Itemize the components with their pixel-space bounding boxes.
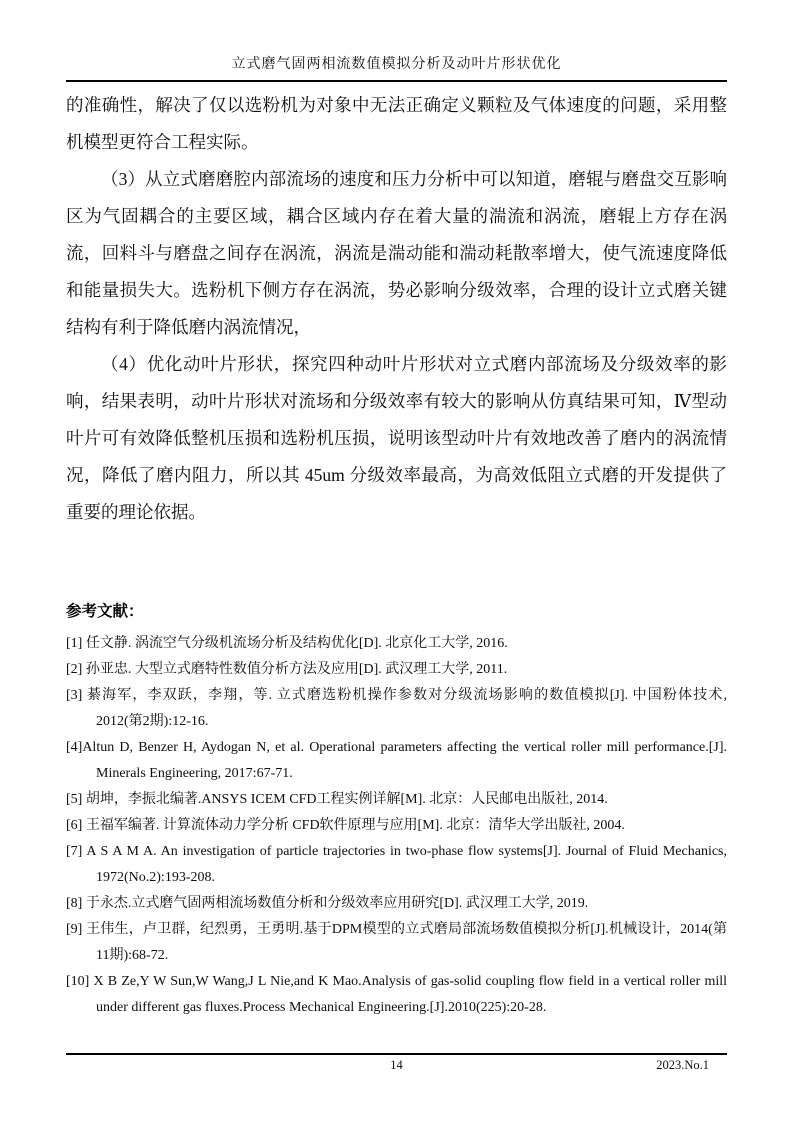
references-list	[66, 631, 727, 1021]
references-section	[66, 601, 727, 1021]
references-heading: 参考文献：	[66, 603, 144, 620]
reference-item-1: [1] 任文静. 涡流空气分级机流场分析及结构优化[D]. 北京化工大学, 2016.	[66, 636, 508, 651]
reference-item-7: [7] A S A M A. An investigation of particle trajectories in two-phase flow systems[J]. Journal of Fluid Mechanics, 1972(No.2):193-208.	[66, 844, 727, 885]
document-body	[66, 87, 727, 531]
reference-item-5: [5] 胡坤，李振北编著.ANSYS ICEM CFD工程实例详解[M]. 北京：人民邮电出版社, 2014.	[66, 792, 608, 807]
reference-item-4: [4]Altun D, Benzer H, Aydogan N, et al. Operational parameters affecting the vertical roller mill performance.[J]. Minerals Engineering, 2017:67-71.	[66, 740, 727, 781]
footer-rule	[66, 1053, 727, 1055]
reference-item-10: [10] X B Ze,Y W Sun,W Wang,J L Nie,and K Mao.Analysis of gas-solid coupling flow field in a vertical roller mill under different gas fluxes.Process Mechanical Engineering.[J].2010(225):20-28.	[66, 974, 727, 1015]
paragraph-conclusion-point-3: （3）从立式磨磨腔内部流场的速度和压力分析中可以知道，磨辊与磨盘交互影响区为气固耦合的主要区域，耦合区域内存在着大量的湍流和涡流，磨辊上方存在涡流，回料斗与磨盘之间存在涡流，涡流是湍动能和湍动耗散率增大，使气流速度降低和能量损失大。选粉机下侧方存在涡流，势必影响分级效率，合理的设计立式磨关键结构有利于降低磨内涡流情况，	[66, 169, 727, 337]
header-rule	[66, 80, 727, 82]
issue-label: 2023.No.1	[656, 1058, 709, 1072]
reference-item-3: [3] 綦海军，李双跃，李翔，等. 立式磨选粉机操作参数对分级流场影响的数值模拟[J]. 中国粉体技术, 2012(第2期):12-16.	[66, 688, 727, 729]
footer-row	[66, 1058, 727, 1078]
reference-item-9: [9] 王伟生，卢卫群，纪烈勇，王勇明.基于DPM模型的立式磨局部流场数值模拟分析[J].机械设计，2014(第11期):68-72.	[66, 922, 727, 963]
page-header	[66, 55, 727, 82]
reference-item-8: [8] 于永杰.立式磨气固两相流场数值分析和分级效率应用研究[D]. 武汉理工大学, 2019.	[66, 896, 589, 911]
page-content	[66, 55, 727, 1021]
page-footer	[66, 1053, 727, 1078]
running-head-title: 立式磨气固两相流数值模拟分析及动叶片形状优化	[231, 57, 562, 72]
paragraph-conclusion-continuation: 的准确性，解决了仅以选粉机为对象中无法正确定义颗粒及气体速度的问题，采用整机模型更符合工程实际。	[66, 95, 727, 152]
paragraph-conclusion-point-4: （4）优化动叶片形状，探究四种动叶片形状对立式磨内部流场及分级效率的影响，结果表明，动叶片形状对流场和分级效率有较大的影响从仿真结果可知，Ⅳ型动叶片可有效降低整机压损和选粉机压损，说明该型动叶片有效地改善了磨内的涡流情况，降低了磨内阻力，所以其 45um 分级效率最高，为高效低阻立式磨的开发提供了重要的理论依据。	[66, 354, 727, 522]
reference-item-6: [6] 王福军编著. 计算流体动力学分析 CFD软件原理与应用[M]. 北京：清华大学出版社, 2004.	[66, 818, 625, 833]
reference-item-2: [2] 孙亚忠. 大型立式磨特性数值分析方法及应用[D]. 武汉理工大学, 2011.	[66, 662, 508, 677]
page-number: 14	[390, 1058, 403, 1072]
